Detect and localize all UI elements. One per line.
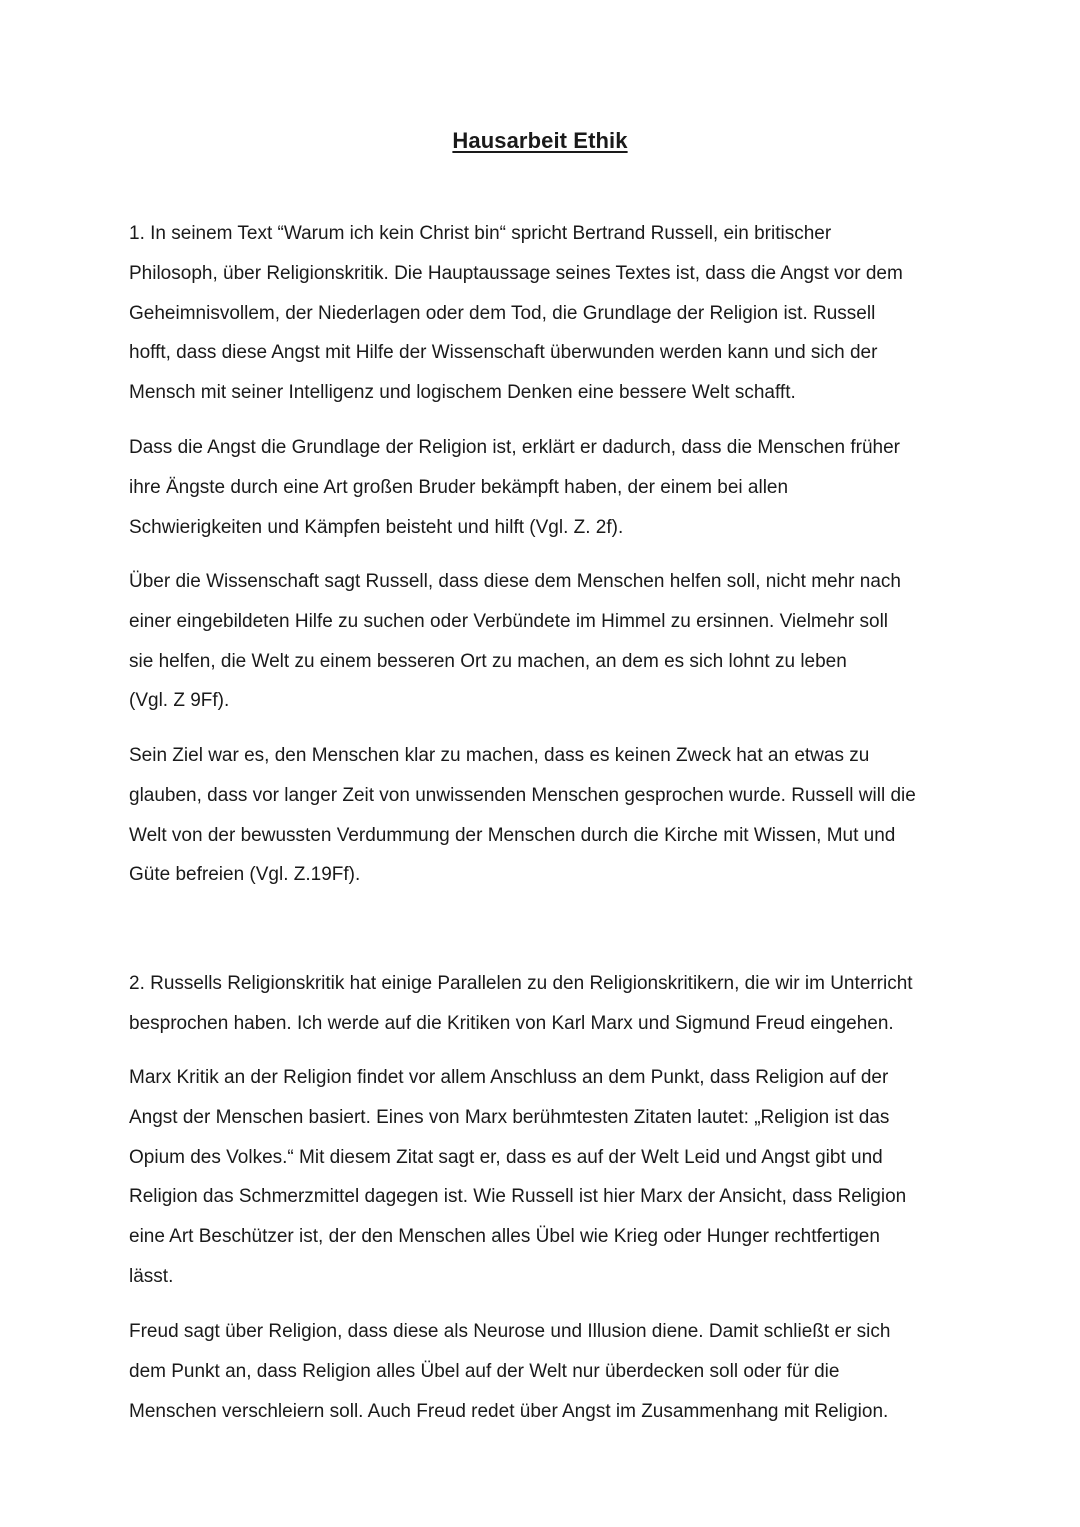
text-line: (Vgl. Z 9Ff). bbox=[129, 690, 230, 712]
paragraph-1 bbox=[129, 214, 959, 413]
text-line: Welt von der bewussten Verdummung der Menschen durch die Kirche mit Wissen, Mut und bbox=[129, 824, 896, 846]
text-line: Güte befreien (Vgl. Z.19Ff). bbox=[129, 864, 361, 886]
text-line: glauben, dass vor langer Zeit von unwissenden Menschen gesprochen wurde. Russell will die bbox=[129, 784, 916, 806]
text-line: Geheimnisvollem, der Niederlagen oder dem Tod, die Grundlage der Religion ist. Russell bbox=[129, 302, 876, 324]
text-line: Angst der Menschen basiert. Eines von Marx berühmtesten Zitaten lautet: „Religion ist das bbox=[129, 1106, 890, 1128]
text-line: Mensch mit seiner Intelligenz und logischem Denken eine bessere Welt schafft. bbox=[129, 382, 796, 404]
text-line: 2. Russells Religionskritik hat einige Parallelen zu den Religionskritikern, die wir im Unterricht bbox=[129, 973, 913, 994]
text-line: Freud sagt über Religion, dass diese als Neurose und Illusion diene. Damit schließt er sich bbox=[129, 1321, 891, 1342]
text-line: sie helfen, die Welt zu einem besseren Ort zu machen, an dem es sich lohnt zu leben bbox=[129, 650, 847, 672]
paragraph-7 bbox=[129, 1312, 959, 1431]
text-line: Opium des Volkes.“ Mit diesem Zitat sagt er, dass es auf der Welt Leid und Angst gibt und bbox=[129, 1146, 883, 1168]
text-line: Marx Kritik an der Religion findet vor allem Anschluss an dem Punkt, dass Religion auf der bbox=[129, 1067, 889, 1088]
paragraph-6 bbox=[129, 1058, 959, 1297]
text-line: eine Art Beschützer ist, der den Menschen alles Übel wie Krieg oder Hunger rechtfertigen bbox=[129, 1226, 880, 1248]
text-line: Schwierigkeiten und Kämpfen beisteht und hilft (Vgl. Z. 2f). bbox=[129, 516, 624, 538]
text-line: Dass die Angst die Grundlage der Religion ist, erklärt er dadurch, dass die Menschen früher bbox=[129, 437, 900, 458]
text-line: Religion das Schmerzmittel dagegen ist. Wie Russell ist hier Marx der Ansicht, dass Religion bbox=[129, 1186, 907, 1208]
text-line: einer eingebildeten Hilfe zu suchen oder Verbündete im Himmel zu ersinnen. Vielmehr soll bbox=[129, 610, 889, 632]
text-line: lässt. bbox=[129, 1265, 174, 1287]
text-line: Philosoph, über Religionskritik. Die Hauptaussage seines Textes ist, dass die Angst vor dem bbox=[129, 262, 903, 284]
text-line: hofft, dass diese Angst mit Hilfe der Wissenschaft überwunden werden kann und sich der bbox=[129, 342, 878, 364]
text-line: Über die Wissenschaft sagt Russell, dass diese dem Menschen helfen soll, nicht mehr nach bbox=[129, 571, 901, 592]
paragraph-4 bbox=[129, 736, 959, 895]
text-line: Sein Ziel war es, den Menschen klar zu machen, dass es keinen Zweck hat an etwas zu bbox=[129, 745, 870, 766]
text-line: Menschen verschleiern soll. Auch Freud redet über Angst im Zusammenhang mit Religion. bbox=[129, 1400, 889, 1422]
text-line: ihre Ängste durch eine Art großen Bruder bekämpft haben, der einem bei allen bbox=[129, 476, 789, 498]
text-line: dem Punkt an, dass Religion alles Übel auf der Welt nur überdecken soll oder für die bbox=[129, 1360, 840, 1382]
document-title: Hausarbeit Ethik bbox=[452, 128, 628, 153]
paragraph-5 bbox=[129, 964, 959, 1044]
paragraph-2 bbox=[129, 428, 959, 547]
text-line: 1. In seinem Text “Warum ich kein Christ bin“ spricht Bertrand Russell, ein britischer bbox=[129, 223, 832, 244]
text-line: besprochen haben. Ich werde auf die Kritiken von Karl Marx und Sigmund Freud eingehen. bbox=[129, 1012, 894, 1034]
paragraph-3 bbox=[129, 562, 959, 721]
